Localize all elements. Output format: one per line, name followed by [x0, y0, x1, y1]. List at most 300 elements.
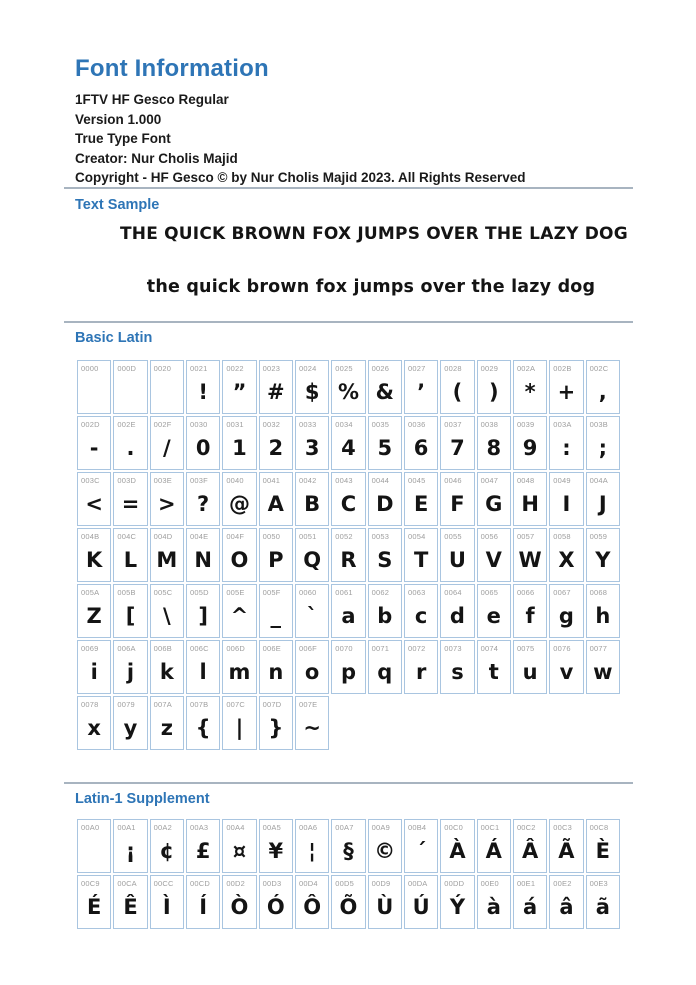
- glyph-cell-00E0: [477, 875, 511, 929]
- glyph: K: [86, 547, 103, 572]
- glyph-cell-0059: [586, 528, 620, 582]
- glyph-cell-004C: [113, 528, 147, 582]
- glyph-cell-0037: [440, 416, 474, 470]
- glyph-cell-00C2: [513, 819, 547, 873]
- glyph-cell-0024: [295, 360, 329, 414]
- glyph-cell-002E: [113, 416, 147, 470]
- glyph-cell-002D: [77, 416, 111, 470]
- codepoint-label: 002B: [553, 364, 572, 373]
- glyph-cell-0062: [368, 584, 402, 638]
- glyph: z: [160, 715, 173, 740]
- glyph-cell-0032: [259, 416, 293, 470]
- codepoint-label: 0040: [226, 476, 244, 485]
- glyph-cell-0071: [368, 640, 402, 694]
- glyph-cell-0023: [259, 360, 293, 414]
- glyph-cell-006F: [295, 640, 329, 694]
- codepoint-label: 003B: [589, 420, 608, 429]
- glyph: 3: [304, 435, 320, 460]
- glyph: E: [413, 491, 429, 516]
- codepoint-label: 006F: [298, 644, 317, 653]
- glyph: U: [448, 547, 466, 572]
- codepoint-label: 00A0: [81, 823, 100, 832]
- glyph-cell-0047: [477, 472, 511, 526]
- codepoint-label: 005B: [117, 588, 136, 597]
- glyph: 0: [195, 435, 211, 460]
- glyph: [151, 373, 183, 410]
- codepoint-label: 00B4: [407, 823, 427, 832]
- glyph-cell-00D9: [368, 875, 402, 929]
- lowercase-pangram-sample: the quick brown fox jumps over the lazy dog: [146, 277, 596, 297]
- glyph: Ý: [449, 894, 466, 919]
- glyph: F: [450, 491, 465, 516]
- glyph-cell-007E: [295, 696, 329, 750]
- glyph: È: [595, 838, 610, 863]
- codepoint-label: 005F: [262, 588, 281, 597]
- glyph-cell-0031: [222, 416, 256, 470]
- codepoint-label: 00A7: [335, 823, 354, 832]
- glyph: N: [194, 547, 212, 572]
- codepoint-label: 00A3: [189, 823, 209, 832]
- glyph-cell-00CD: [186, 875, 220, 929]
- glyph: [114, 373, 146, 410]
- codepoint-label: 0042: [298, 476, 317, 485]
- codepoint-label: 0064: [444, 588, 462, 597]
- section-divider: [64, 187, 633, 189]
- glyph: W: [518, 547, 542, 572]
- glyph: +: [557, 379, 576, 404]
- glyph: m: [228, 659, 251, 684]
- glyph: w: [593, 659, 613, 684]
- glyph-cell-0053: [368, 528, 402, 582]
- glyph-cell-002F: [150, 416, 184, 470]
- codepoint-label: 0039: [516, 420, 535, 429]
- codepoint-label: 002E: [117, 420, 136, 429]
- codepoint-label: 0065: [480, 588, 499, 597]
- glyph: Õ: [339, 894, 358, 919]
- glyph-cell-0030: [186, 416, 220, 470]
- glyph-cell-00E3: [586, 875, 620, 929]
- glyph: ¤: [232, 838, 247, 863]
- codepoint-label: 000D: [117, 364, 137, 373]
- glyph: {: [195, 715, 211, 740]
- codepoint-label: 003D: [117, 476, 137, 485]
- codepoint-label: 0031: [226, 420, 244, 429]
- glyph-cell-0045: [404, 472, 438, 526]
- codepoint-label: 00D5: [335, 879, 355, 888]
- glyph: á: [523, 894, 538, 919]
- codepoint-label: 0063: [407, 588, 426, 597]
- codepoint-label: 00E3: [589, 879, 608, 888]
- glyph-cell-002B: [549, 360, 583, 414]
- glyph: f: [525, 603, 535, 628]
- codepoint-label: 00C2: [516, 823, 536, 832]
- codepoint-label: 00D2: [226, 879, 246, 888]
- glyph-cell-0061: [331, 584, 365, 638]
- font-version-line: Version 1.000: [75, 111, 162, 127]
- glyph: .: [126, 435, 135, 460]
- codepoint-label: 0079: [117, 700, 135, 709]
- glyph-cell-0034: [331, 416, 365, 470]
- glyph-cell-0020: [150, 360, 184, 414]
- glyph: l: [199, 659, 207, 684]
- glyph-cell-00DD: [440, 875, 474, 929]
- codepoint-label: 002D: [81, 420, 100, 429]
- glyph-cell-0064: [440, 584, 474, 638]
- glyph: 8: [486, 435, 502, 460]
- codepoint-label: 00A6: [298, 823, 318, 832]
- glyph-cell-00DA: [404, 875, 438, 929]
- codepoint-label: 0056: [480, 532, 499, 541]
- glyph: c: [414, 603, 428, 628]
- uppercase-pangram-sample: THE QUICK BROWN FOX JUMPS OVER THE LAZY DOG: [120, 224, 628, 244]
- font-copyright-line: Copyright - HF Gesco © by Nur Cholis Majid 2023. All Rights Reserved: [75, 170, 526, 185]
- codepoint-label: 0074: [480, 644, 499, 653]
- glyph: Â: [521, 838, 539, 863]
- glyph-cell-00A9: [368, 819, 402, 873]
- codepoint-label: 0061: [335, 588, 353, 597]
- glyph-cell-007B: [186, 696, 220, 750]
- glyph: Ò: [230, 894, 249, 919]
- glyph: ;: [598, 435, 607, 460]
- codepoint-label: 0073: [444, 644, 462, 653]
- glyph: *: [524, 379, 536, 404]
- glyph-cell-0021: [186, 360, 220, 414]
- glyph-cell-00A1: [113, 819, 147, 873]
- glyph-cell-0072: [404, 640, 438, 694]
- glyph-cell-0058: [549, 528, 583, 582]
- codepoint-label: 00C8: [589, 823, 609, 832]
- text-sample-heading: Text Sample: [75, 197, 160, 213]
- glyph: ´: [415, 838, 427, 863]
- glyph: D: [376, 491, 394, 516]
- glyph: Á: [485, 838, 502, 863]
- glyph: j: [126, 659, 135, 684]
- glyph-cell-005A: [77, 584, 111, 638]
- glyph: ¥: [268, 838, 284, 863]
- glyph-cell-0063: [404, 584, 438, 638]
- codepoint-label: 006E: [262, 644, 281, 653]
- glyph-cell-0067: [549, 584, 583, 638]
- codepoint-label: 00CA: [117, 879, 137, 888]
- codepoint-label: 005E: [226, 588, 245, 597]
- codepoint-label: 007A: [153, 700, 172, 709]
- glyph: §: [343, 838, 354, 863]
- codepoint-label: 0050: [262, 532, 281, 541]
- glyph-cell-003F: [186, 472, 220, 526]
- glyph: ©: [374, 838, 396, 863]
- glyph: @: [228, 491, 250, 516]
- codepoint-label: 0047: [480, 476, 499, 485]
- glyph-cell-00D2: [222, 875, 256, 929]
- codepoint-label: 00D3: [262, 879, 282, 888]
- glyph-cell-0046: [440, 472, 474, 526]
- glyph: ã: [595, 894, 610, 919]
- glyph: 9: [522, 435, 538, 460]
- glyph-cell-0033: [295, 416, 329, 470]
- glyph: r: [415, 659, 427, 684]
- glyph-cell-00A4: [222, 819, 256, 873]
- glyph-cell-0044: [368, 472, 402, 526]
- glyph-cell-0073: [440, 640, 474, 694]
- glyph-cell-0057: [513, 528, 547, 582]
- glyph: ): [488, 379, 499, 404]
- glyph-cell-0074: [477, 640, 511, 694]
- glyph-cell-0069: [77, 640, 111, 694]
- codepoint-label: 00C0: [444, 823, 464, 832]
- glyph-cell-0042: [295, 472, 329, 526]
- codepoint-label: 00CD: [189, 879, 210, 888]
- glyph: -: [89, 435, 99, 460]
- glyph: 7: [450, 435, 465, 460]
- glyph-cell-0027: [404, 360, 438, 414]
- codepoint-label: 0045: [407, 476, 426, 485]
- codepoint-label: 00E1: [516, 879, 536, 888]
- glyph: x: [87, 715, 101, 740]
- codepoint-label: 0052: [335, 532, 353, 541]
- glyph-cell-0050: [259, 528, 293, 582]
- codepoint-label: 00E2: [553, 879, 572, 888]
- codepoint-label: 003E: [153, 476, 172, 485]
- codepoint-label: 0071: [371, 644, 390, 653]
- codepoint-label: 006A: [117, 644, 136, 653]
- codepoint-label: 007C: [226, 700, 246, 709]
- glyph-cell-0022: [222, 360, 256, 414]
- codepoint-label: 0020: [153, 364, 172, 373]
- glyph: >: [158, 491, 176, 516]
- glyph: J: [598, 491, 607, 516]
- glyph-cell-006C: [186, 640, 220, 694]
- glyph: [: [125, 603, 136, 628]
- glyph: 2: [268, 435, 284, 460]
- codepoint-label: 007E: [298, 700, 318, 709]
- glyph: (: [452, 379, 463, 404]
- glyph: â: [559, 894, 574, 919]
- glyph-cell-0076: [549, 640, 583, 694]
- glyph-cell-0056: [477, 528, 511, 582]
- glyph-cell-00A0: [77, 819, 111, 873]
- glyph-cell-00CA: [113, 875, 147, 929]
- codepoint-label: 0054: [407, 532, 426, 541]
- glyph: ¢: [159, 838, 175, 863]
- glyph-cell-006A: [113, 640, 147, 694]
- codepoint-label: 004C: [117, 532, 137, 541]
- glyph: %: [337, 379, 359, 404]
- glyph-cell-0039: [513, 416, 547, 470]
- glyph: À: [449, 838, 466, 863]
- glyph: G: [485, 491, 503, 516]
- glyph-cell-00D5: [331, 875, 365, 929]
- glyph: 5: [377, 435, 393, 460]
- glyph-cell-0041: [259, 472, 293, 526]
- glyph: !: [198, 379, 208, 404]
- glyph-cell-00C3: [549, 819, 583, 873]
- glyph: Ì: [162, 894, 171, 919]
- glyph-cell-003D: [113, 472, 147, 526]
- glyph-cell-004B: [77, 528, 111, 582]
- glyph-cell-0065: [477, 584, 511, 638]
- codepoint-label: 00D4: [298, 879, 318, 888]
- codepoint-label: 0036: [407, 420, 426, 429]
- glyph-cell-007C: [222, 696, 256, 750]
- glyph: <: [85, 491, 103, 516]
- section-divider: [64, 321, 633, 323]
- glyph: _: [270, 603, 282, 628]
- glyph-cell-0028: [440, 360, 474, 414]
- glyph: Ú: [412, 894, 430, 919]
- glyph-cell-007A: [150, 696, 184, 750]
- codepoint-label: 0076: [553, 644, 571, 653]
- codepoint-label: 00A9: [371, 823, 390, 832]
- glyph: ?: [197, 491, 210, 516]
- glyph: ^: [230, 603, 249, 628]
- codepoint-label: 0023: [262, 364, 281, 373]
- glyph: o: [304, 659, 320, 684]
- glyph-cell-00B4: [404, 819, 438, 873]
- glyph: Ó: [266, 894, 285, 919]
- glyph-cell-005D: [186, 584, 220, 638]
- glyph-cell-003C: [77, 472, 111, 526]
- codepoint-label: 0029: [480, 364, 499, 373]
- codepoint-label: 0057: [516, 532, 535, 541]
- glyph: t: [488, 659, 499, 684]
- glyph: É: [86, 894, 102, 919]
- glyph-cell-00C9: [77, 875, 111, 929]
- glyph-cell-00A7: [331, 819, 365, 873]
- glyph: d: [449, 603, 465, 628]
- codepoint-label: 0059: [589, 532, 608, 541]
- codepoint-label: 0022: [226, 364, 244, 373]
- codepoint-label: 007D: [262, 700, 282, 709]
- glyph: /: [162, 435, 171, 460]
- glyph-cell-007D: [259, 696, 293, 750]
- codepoint-label: 00E0: [480, 879, 499, 888]
- glyph-cell-0054: [404, 528, 438, 582]
- codepoint-label: 005A: [81, 588, 100, 597]
- glyph-cell-00C8: [586, 819, 620, 873]
- glyph: h: [595, 603, 611, 628]
- glyph-cell-00A2: [150, 819, 184, 873]
- codepoint-label: 00A4: [226, 823, 245, 832]
- glyph-cell-0051: [295, 528, 329, 582]
- glyph-cell-00E2: [549, 875, 583, 929]
- glyph: O: [230, 547, 249, 572]
- codepoint-label: 004E: [189, 532, 209, 541]
- glyph: V: [485, 547, 502, 572]
- glyph-cell-002A: [513, 360, 547, 414]
- codepoint-label: 004F: [226, 532, 245, 541]
- section-divider: [64, 782, 633, 784]
- codepoint-label: 007B: [189, 700, 209, 709]
- glyph-cell-0000: [77, 360, 111, 414]
- glyph: A: [267, 491, 284, 516]
- codepoint-label: 003C: [81, 476, 100, 485]
- codepoint-label: 003F: [189, 476, 208, 485]
- glyph: ]: [198, 603, 208, 628]
- codepoint-label: 004A: [589, 476, 608, 485]
- glyph: e: [486, 603, 501, 628]
- glyph: C: [340, 491, 357, 516]
- codepoint-label: 0033: [298, 420, 317, 429]
- glyph: B: [304, 491, 321, 516]
- glyph-cell-0079: [113, 696, 147, 750]
- glyph-cell-0052: [331, 528, 365, 582]
- glyph: i: [90, 659, 98, 684]
- codepoint-label: 0032: [262, 420, 281, 429]
- glyph-cell-000D: [113, 360, 147, 414]
- glyph-cell-0026: [368, 360, 402, 414]
- glyph: p: [340, 659, 356, 684]
- glyph: ,: [598, 379, 607, 404]
- glyph: 4: [341, 435, 356, 460]
- codepoint-label: 0058: [553, 532, 571, 541]
- glyph: R: [340, 547, 357, 572]
- glyph: ’: [417, 379, 426, 404]
- font-type-line: True Type Font: [75, 131, 171, 146]
- glyph-cell-0068: [586, 584, 620, 638]
- glyph: S: [377, 547, 393, 572]
- codepoint-label: 0069: [81, 644, 99, 653]
- font-creator-line: Creator: Nur Cholis Majid: [75, 150, 238, 166]
- codepoint-label: 004B: [81, 532, 100, 541]
- glyph: s: [451, 659, 464, 684]
- codepoint-label: 0075: [516, 644, 535, 653]
- codepoint-label: 00CC: [153, 879, 174, 888]
- glyph: £: [195, 838, 211, 863]
- codepoint-label: 006C: [189, 644, 209, 653]
- glyph-cell-003A: [549, 416, 583, 470]
- codepoint-label: 005D: [189, 588, 209, 597]
- codepoint-label: 00C1: [480, 823, 500, 832]
- glyph-cell-004E: [186, 528, 220, 582]
- glyph: n: [268, 659, 284, 684]
- glyph: Z: [86, 603, 102, 628]
- codepoint-label: 004D: [153, 532, 173, 541]
- glyph: &: [375, 379, 394, 404]
- glyph: Í: [199, 894, 208, 919]
- glyph: à: [486, 894, 501, 919]
- glyph: g: [558, 603, 574, 628]
- glyph-cell-0040: [222, 472, 256, 526]
- codepoint-label: 0078: [81, 700, 99, 709]
- glyph: Ê: [123, 894, 138, 919]
- glyph-cell-004F: [222, 528, 256, 582]
- codepoint-label: 00D9: [371, 879, 391, 888]
- page-title: Font Information: [75, 55, 269, 82]
- codepoint-label: 003A: [553, 420, 572, 429]
- codepoint-label: 0070: [335, 644, 353, 653]
- glyph: `: [306, 603, 318, 628]
- glyph-cell-005C: [150, 584, 184, 638]
- codepoint-label: 00DA: [407, 879, 428, 888]
- codepoint-label: 00C9: [81, 879, 100, 888]
- glyph-cell-0038: [477, 416, 511, 470]
- codepoint-label: 00A2: [153, 823, 172, 832]
- codepoint-label: 006D: [226, 644, 246, 653]
- codepoint-label: 0049: [553, 476, 571, 485]
- glyph: q: [377, 659, 393, 684]
- glyph-cell-00C0: [440, 819, 474, 873]
- glyph: \: [162, 603, 171, 628]
- glyph: :: [562, 435, 571, 460]
- glyph: ”: [232, 379, 247, 404]
- latin1-supplement-heading: Latin-1 Supplement: [75, 791, 210, 807]
- glyph-cell-00A3: [186, 819, 220, 873]
- codepoint-label: 0034: [335, 420, 353, 429]
- codepoint-label: 00A5: [262, 823, 281, 832]
- glyph: 6: [413, 435, 429, 460]
- glyph-cell-005B: [113, 584, 147, 638]
- codepoint-label: 002C: [589, 364, 609, 373]
